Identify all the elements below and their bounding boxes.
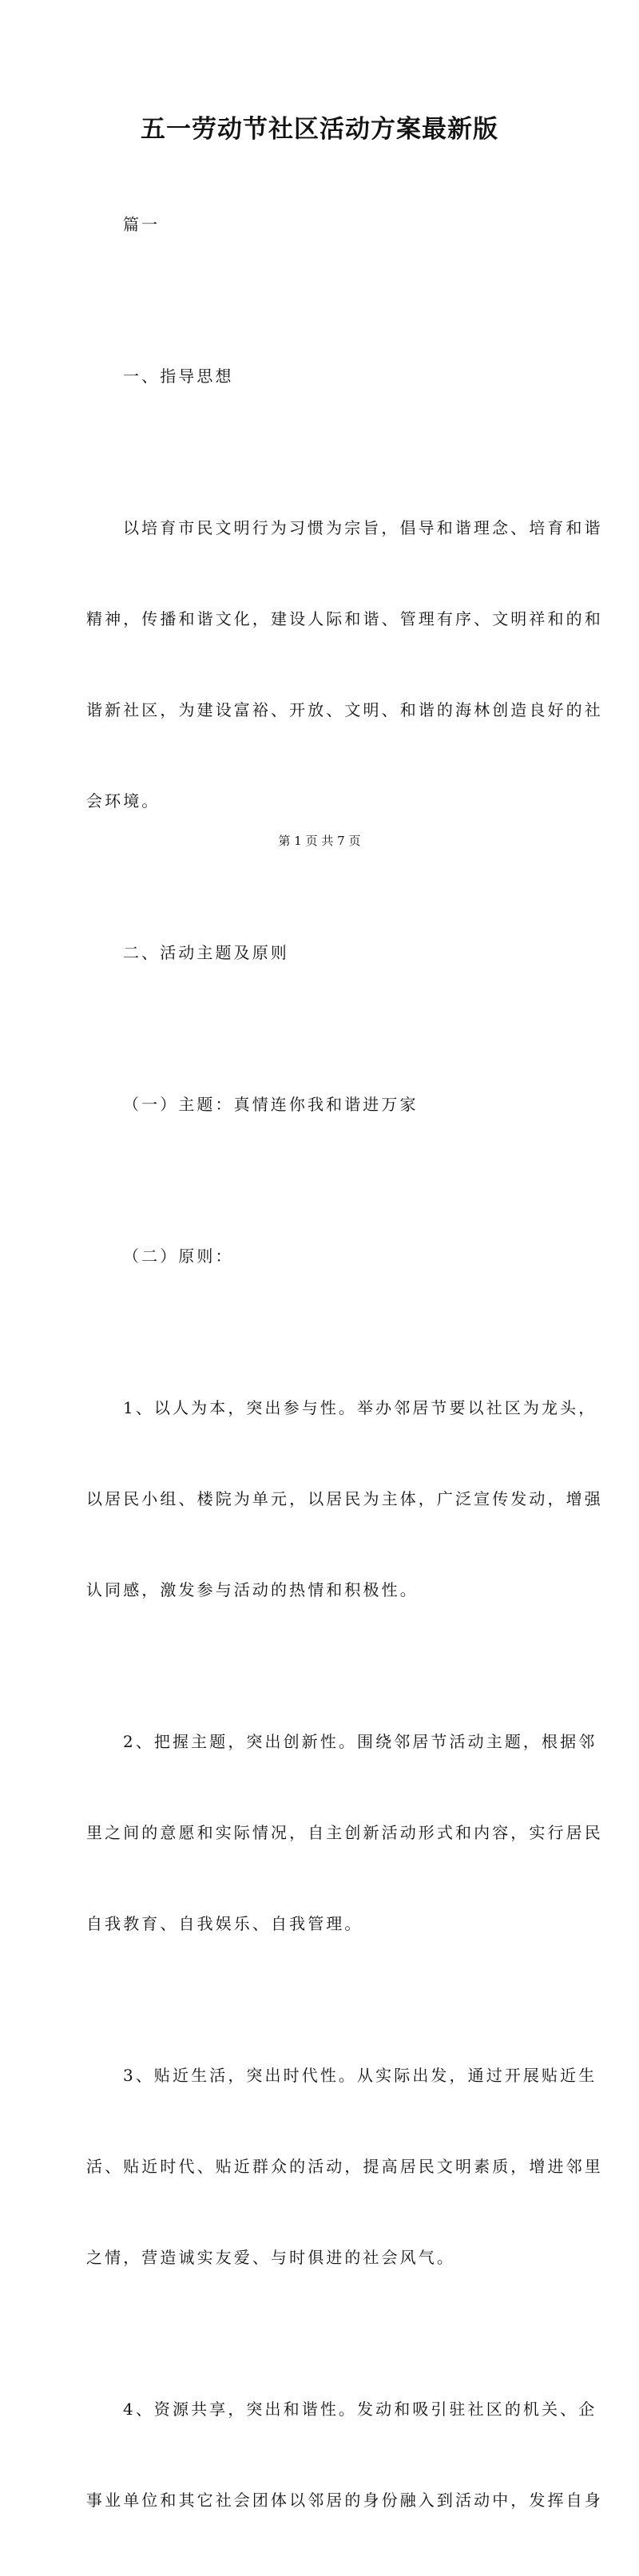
principle-item-2 bbox=[86, 1666, 603, 1999]
text-line: 会环境。 bbox=[86, 791, 161, 810]
paragraph-guiding-idea bbox=[86, 452, 603, 877]
subheading-theme bbox=[86, 1028, 559, 1180]
section-label-pian-yi bbox=[86, 149, 559, 300]
page-footer: 第 1 页 共 7 页 bbox=[278, 834, 361, 848]
text-line: 里之间的意愿和实际情况，自主创新活动形式和内容，实行居民 bbox=[86, 1823, 603, 1842]
text-line: 谐新社区，为建设富裕、开放、文明、和谐的海林创造良好的社 bbox=[86, 700, 603, 719]
text-line: （二）原则： bbox=[123, 1246, 234, 1266]
text-line: 事业单位和其它社会团体以邻居的身份融入到活动中，发挥自身 bbox=[86, 2491, 603, 2510]
text-line: 之情，营造诚实友爱、与时俱进的社会风气。 bbox=[86, 2248, 455, 2267]
text-line: 二、活动主题及原则 bbox=[123, 943, 289, 962]
text-line: 认同感，激发参与活动的热情和积极性。 bbox=[86, 1580, 419, 1599]
principle-item-3 bbox=[86, 1999, 603, 2333]
text-line: 一、指导思想 bbox=[123, 367, 234, 386]
text-line: 自我教育、自我娱乐、自我管理。 bbox=[86, 1914, 363, 1933]
text-line: 1、以人为本，突出参与性。举办邻居节要以社区为龙头， bbox=[123, 1398, 597, 1417]
text-line: 活、贴近时代、贴近群众的活动，提高居民文明素质，增进邻里 bbox=[86, 2157, 603, 2176]
text-line: 2、把握主题，突出创新性。围绕邻居节活动主题，根据邻 bbox=[123, 1732, 597, 1751]
text-line: 以培育市民文明行为习惯为宗旨，倡导和谐理念、培育和谐 bbox=[123, 518, 603, 537]
principle-item-1 bbox=[86, 1332, 603, 1666]
text-line: 篇一 bbox=[123, 215, 161, 234]
subheading-principles bbox=[86, 1180, 559, 1332]
heading-theme-principles bbox=[86, 877, 559, 1028]
text-line: 4、资源共享，突出和谐性。发动和吸引驻社区的机关、企 bbox=[123, 2400, 597, 2419]
text-line: （一）主题：真情连你我和谐进万家 bbox=[123, 1095, 419, 1114]
text-line: 精神，传播和谐文化，建设人际和谐、管理有序、文明祥和的和 bbox=[86, 609, 603, 628]
text-line: 3、贴近生活，突出时代性。从实际出发，通过开展贴近生 bbox=[123, 2066, 597, 2085]
text-line: 以居民小组、楼院为单元，以居民为主体，广泛宣传发动，增强 bbox=[86, 1489, 603, 1508]
heading-guiding-idea bbox=[86, 300, 559, 452]
principle-item-4 bbox=[86, 2333, 603, 2576]
document-body bbox=[86, 149, 603, 2576]
document-title: 五一劳动节社区活动方案最新版 bbox=[141, 115, 498, 144]
